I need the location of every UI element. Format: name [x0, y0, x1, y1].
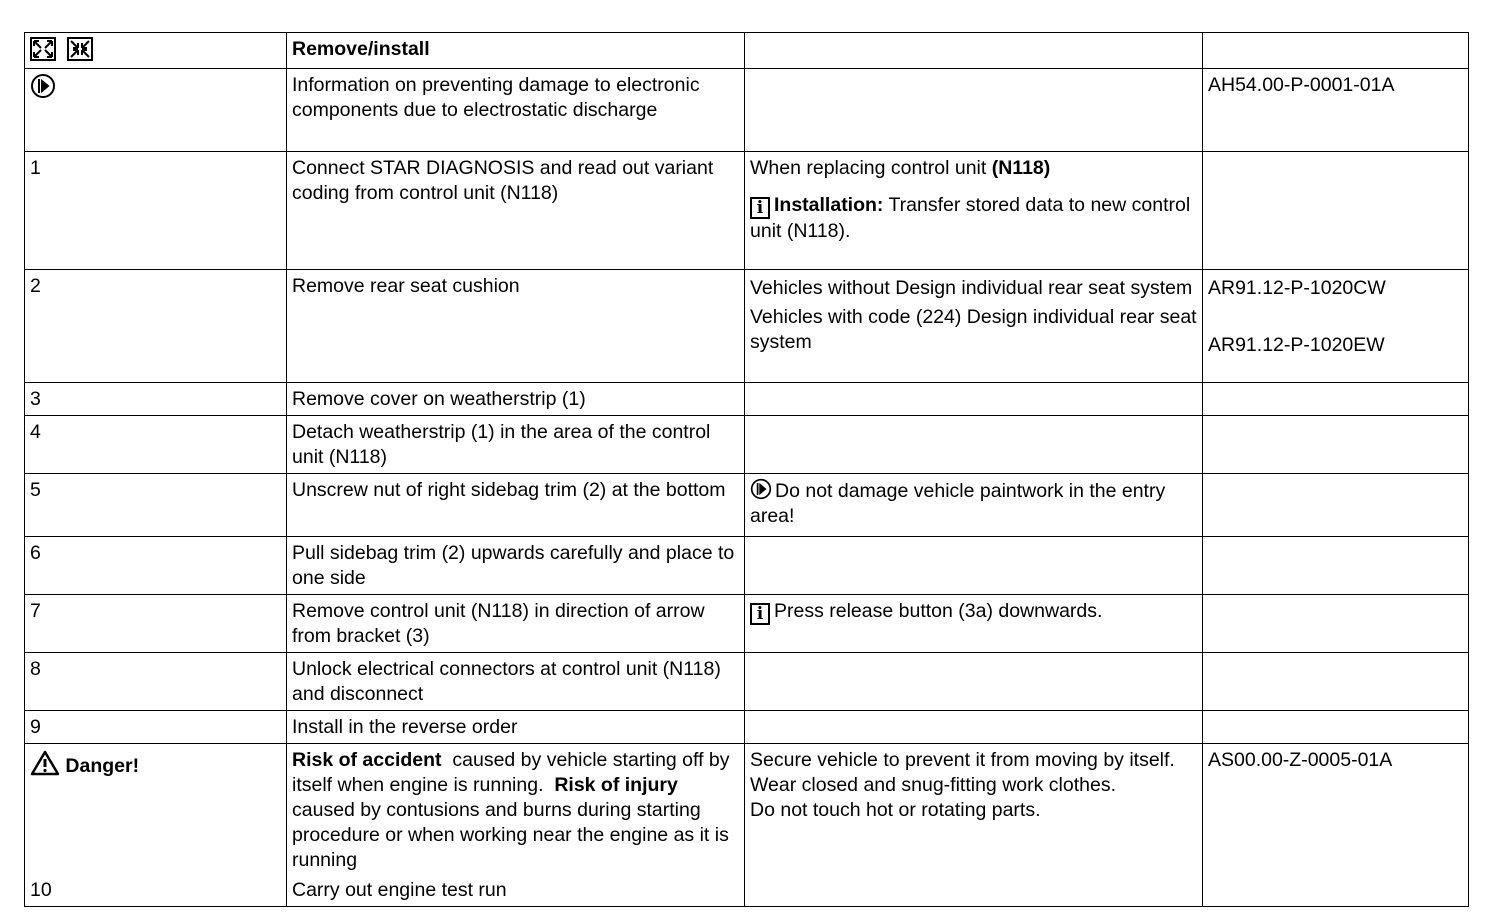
step-text: Pull sidebag trim (2) upwards carefully and place to one side: [287, 537, 745, 595]
caution-text: Do not damage vehicle paintwork in the entry area!: [750, 480, 1166, 527]
step-text: Remove cover on weatherstrip (1): [287, 383, 745, 416]
danger-triangle-icon: [30, 750, 60, 776]
step-text: Unlock electrical connectors at control unit (N118) and disconnect: [287, 653, 745, 711]
step-ref: [1203, 653, 1469, 711]
note-variant-a: Vehicles without Design individual rear seat system: [750, 277, 1193, 299]
table-row: [25, 653, 1469, 711]
step-number: 3: [25, 383, 287, 416]
caution-icon: [750, 478, 772, 500]
header-title: Remove/install: [287, 33, 745, 69]
danger-ref-link[interactable]: AS00.00-Z-0005-01A: [1203, 744, 1469, 907]
step-number: 5: [25, 474, 287, 537]
danger-label: Danger!: [65, 755, 140, 777]
step-number: 2: [25, 270, 287, 383]
table-row: [25, 69, 1469, 152]
risk-accident-label: Risk of accident: [292, 749, 442, 771]
risk-injury-text: caused by contusions and burns during starting procedure or when working near the engine as it is running: [292, 799, 729, 871]
collapse-icon[interactable]: [67, 37, 93, 61]
info-icon: i: [750, 197, 770, 219]
step-text: Remove control unit (N118) in direction of arrow from bracket (3): [287, 595, 745, 653]
step-number: 4: [25, 416, 287, 474]
danger-cell: [25, 744, 287, 907]
ref-link-b[interactable]: AR91.12-P-1020EW: [1208, 334, 1385, 356]
procedure-table: [24, 32, 1469, 907]
step-note: [745, 416, 1203, 474]
step-note: [745, 595, 1203, 653]
risk-accident-text: caused by vehicle starting off by itself when engine is running.: [292, 749, 735, 796]
step-note: [745, 537, 1203, 595]
esd-ref-link[interactable]: AH54.00-P-0001-01A: [1203, 69, 1469, 152]
header-icons-cell: [25, 33, 287, 69]
step-number: 7: [25, 595, 287, 653]
step-note: [745, 474, 1203, 537]
step-text: Detach weatherstrip (1) in the area of the control unit (N118): [287, 416, 745, 474]
step-note: [745, 711, 1203, 744]
info-icon: i: [750, 603, 770, 625]
table-row: [25, 152, 1469, 270]
step-number: 9: [25, 711, 287, 744]
ref-link-a[interactable]: AR91.12-P-1020CW: [1208, 277, 1386, 299]
table-row: [25, 416, 1469, 474]
step-note: [745, 653, 1203, 711]
danger-risk-text: [292, 748, 739, 873]
step-number: 6: [25, 537, 287, 595]
step-ref: [1203, 474, 1469, 537]
esd-note: [745, 69, 1203, 152]
step-text: Install in the reverse order: [287, 711, 745, 744]
risk-injury-label: Risk of injury: [554, 774, 678, 796]
header-empty-ref: [1203, 33, 1469, 69]
step-ref: [1203, 711, 1469, 744]
step-text: Connect STAR DIAGNOSIS and read out variant coding from control unit (N118): [287, 152, 745, 270]
note-code: (N118): [991, 157, 1051, 179]
table-row: [25, 383, 1469, 416]
step-text: Carry out engine test run: [292, 879, 507, 901]
danger-note-cell: [745, 744, 1203, 907]
step-ref: [1203, 595, 1469, 653]
table-row: [25, 270, 1469, 383]
info-text: Press release button (3a) downwards.: [774, 600, 1103, 622]
header-empty-note: [745, 33, 1203, 69]
step-note: [745, 152, 1203, 270]
step-ref: [1203, 416, 1469, 474]
step-note: [745, 383, 1203, 416]
expand-icon[interactable]: [30, 37, 56, 61]
esd-icon-cell: [25, 69, 287, 152]
step-ref: [1203, 537, 1469, 595]
header-row: [25, 33, 1469, 69]
esd-text: Information on preventing damage to electronic components due to electrostatic discharge: [287, 69, 745, 152]
step-text: Remove rear seat cushion: [287, 270, 745, 383]
table-row: [25, 711, 1469, 744]
danger-note-1: Secure vehicle to prevent it from moving by itself.: [750, 749, 1175, 771]
step-number: 10: [30, 879, 52, 901]
note-text: When replacing control unit: [750, 157, 992, 179]
table-row: [25, 537, 1469, 595]
table-row: [25, 595, 1469, 653]
step-number: 8: [25, 653, 287, 711]
table-row: [25, 744, 1469, 907]
step-number: 1: [25, 152, 287, 270]
esd-warning-icon: [30, 73, 56, 99]
danger-text-cell: [287, 744, 745, 907]
danger-note-3: Do not touch hot or rotating parts.: [750, 799, 1041, 821]
table-row: [25, 474, 1469, 537]
danger-note-2: Wear closed and snug-fitting work clothes.: [750, 774, 1116, 796]
step-ref: [1203, 383, 1469, 416]
installation-label: Installation:: [774, 194, 884, 216]
step-note: [745, 270, 1203, 383]
step-text: Unscrew nut of right sidebag trim (2) at the bottom: [287, 474, 745, 537]
note-variant-b: Vehicles with code (224) Design individual rear seat system: [750, 306, 1197, 353]
installation-text: Transfer stored data to new control unit (N118).: [750, 194, 1191, 242]
step-ref: [1203, 270, 1469, 383]
step-ref: [1203, 152, 1469, 270]
